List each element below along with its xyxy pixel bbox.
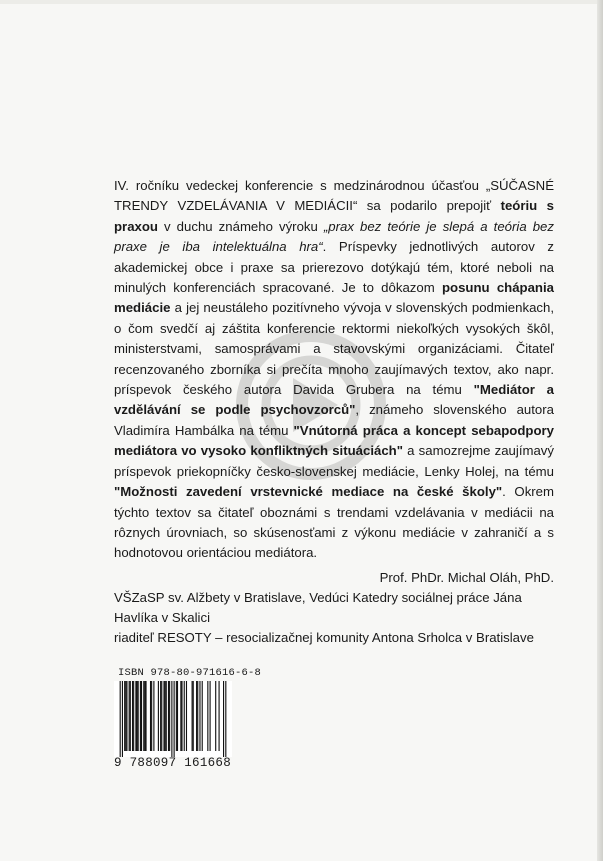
barcode-bar [184, 681, 185, 751]
author-affiliation: VŠZaSP sv. Alžbety v Bratislave, Vedúci Katedry sociálnej práce Jána Havlíka v Skalici [114, 590, 522, 625]
barcode-bar [125, 681, 126, 751]
author-name: Prof. PhDr. Michal Oláh, PhD. [379, 570, 554, 585]
barcode-bar [160, 681, 161, 751]
isbn-barcode-digits: 9 788097 161668 [114, 756, 232, 770]
quote-saying: „prax bez teórie je slepá a teória bez praxe je iba intelektuálna hra“ [114, 218, 554, 255]
barcode-bar [166, 681, 167, 751]
barcode-bar [158, 681, 159, 751]
emphasis-mediation-shift: posunu chápania mediácie [114, 280, 554, 316]
barcode-bar [197, 681, 198, 751]
barcode-bar [122, 681, 123, 757]
text-run: , známeho slovenského autora Vladimíra Hambálka na tému [114, 402, 554, 438]
isbn-label: ISBN 978-80-971616-6-8 [118, 667, 262, 679]
text-run: v duchu známeho výroku [157, 218, 324, 234]
barcode-bar [181, 681, 182, 751]
barcode-bar [202, 681, 203, 751]
barcode-bar [140, 681, 141, 751]
barcode-bar [171, 681, 172, 757]
page-edge-shadow [597, 0, 603, 861]
page-top-shade [0, 0, 603, 4]
text-run: a jej neustáleho pozitívneho vývoja v slovenských podmienkach, o čom svedčí aj záštita konferencie rektormi niekoľkých vysokých škôl, ministerstvami, samosprávami a stavovskými organizáciami. Čitateľ recenzovaného zborníka si prečíta mnoho zaujímavých textov, ako napr. príspevok českého autora Davida Grubera na tému [114, 300, 554, 398]
barcode-bar [130, 681, 131, 751]
barcode-bar [136, 681, 137, 751]
barcode-bar [199, 681, 200, 751]
text-run: IV. ročníku vedeckej konferencie s medzinárodnou účasťou „SÚČASNÉ TRENDY VZDELÁVANIA V MEDIÁCII“ sa podarilo prepojiť [114, 178, 554, 214]
barcode-bar [177, 681, 178, 751]
barcode-bar [126, 681, 127, 751]
barcode-bar [169, 681, 170, 751]
title-hambalek-paper: "Vnútorná práca a koncept sebapodpory mediátora vo vysoko konfliktných situáciách" [114, 422, 554, 459]
barcode-bar [219, 681, 220, 751]
barcode-bar [138, 681, 139, 751]
barcode-bar [151, 681, 152, 751]
barcode-bar [165, 681, 166, 751]
barcode-bar [168, 681, 169, 751]
isbn-barcode [114, 681, 232, 757]
barcode-bar [210, 681, 211, 751]
barcode-bar [129, 681, 130, 751]
barcode-bar [150, 681, 151, 751]
barcode-bar [186, 681, 187, 751]
barcode-bar [225, 681, 226, 757]
barcode-bar [207, 681, 208, 751]
barcode-bar [192, 681, 193, 751]
barcode-bar [143, 681, 144, 751]
text-run: . Príspevky jednotlivých autorov z akademickej obce i praxe sa prierezovo dotýkajú tém, ktoré neboli na minulých konferenciách spracované. Je to dôkazom [114, 239, 554, 296]
barcode-bar [132, 681, 133, 751]
text-run: . Okrem týchto textov sa čitateľ oboznámi s trendami vzdelávania v mediácii na rôznych úrovniach, so skúsenosťami z výkonu mediácie v zahraničí a s hodnotovou orientáciou mediátora. [114, 484, 554, 561]
barcode-bar [124, 681, 125, 751]
barcode-bar [176, 681, 177, 751]
emphasis-theory-practice: teóriu s praxou [114, 198, 554, 234]
barcode-bar [215, 681, 216, 751]
barcode-bar [135, 681, 136, 751]
barcode-bar [161, 681, 162, 751]
barcode-bar [145, 681, 146, 751]
author-role: riaditeľ RESOTY – resocializačnej komunity Antona Srholca v Bratislave [114, 630, 534, 645]
barcode-bar [144, 681, 145, 751]
barcode-bar [180, 681, 181, 751]
barcode-bar [133, 681, 134, 751]
title-gruber-paper: "Mediátor a vzdělávání se podle psychovzorců" [114, 382, 555, 418]
barcode-bar [223, 681, 224, 757]
barcode-bar [196, 681, 197, 751]
barcode-bar [163, 681, 164, 751]
barcode-bar [174, 681, 175, 757]
back-cover-paragraph [114, 176, 554, 564]
barcode-bar [153, 681, 154, 751]
barcode-bar [141, 681, 142, 751]
title-hola-paper: "Možnosti zavedení vrstevnické mediace na české školy" [114, 484, 503, 500]
barcode-bar [193, 681, 194, 751]
text-run: a samozrejme zaujímavý príspevok priekopníčky česko-slovenskej mediácie, Lenky Holej, na tému [114, 443, 554, 479]
barcode-bar [120, 681, 121, 757]
